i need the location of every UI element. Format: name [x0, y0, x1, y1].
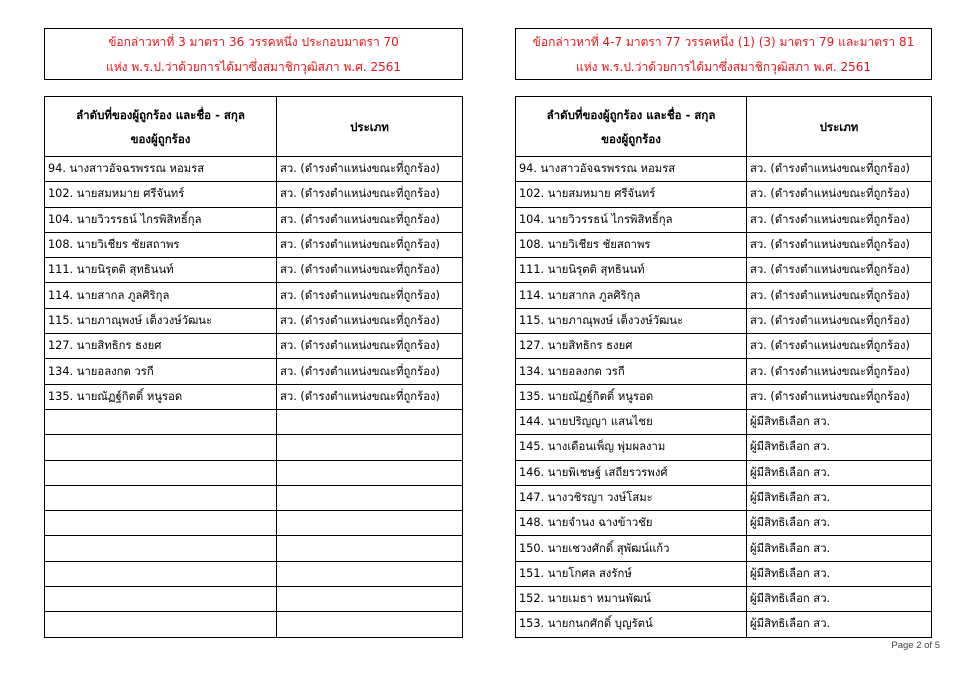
respondent-type-cell: สว. (ดำรงตำแหน่งขณะที่ถูกร้อง) — [747, 232, 932, 257]
left-section — [44, 28, 463, 403]
table-row — [45, 334, 463, 359]
respondent-name-cell: 102. นายสมหมาย ศรีจันทร์ — [45, 182, 277, 207]
respondent-name-cell — [45, 409, 277, 434]
right-table — [515, 96, 932, 638]
respondent-type-cell: สว. (ดำรงตำแหน่งขณะที่ถูกร้อง) — [747, 258, 932, 283]
respondent-name-cell: 108. นายวิเชียร ชัยสถาพร — [516, 232, 747, 257]
respondent-type-cell: ผู้มีสิทธิเลือก สว. — [747, 612, 932, 637]
respondent-name-cell: 153. นายกนกศักดิ์ บุญรัตน์ — [516, 612, 747, 637]
respondent-type-cell — [277, 587, 463, 612]
right-heading-box — [515, 28, 932, 80]
table-row — [516, 182, 932, 207]
page-number: Page 2 of 5 — [891, 640, 940, 651]
respondent-type-cell — [277, 511, 463, 536]
table-row — [45, 258, 463, 283]
table-row — [45, 435, 463, 460]
respondent-name-cell — [45, 511, 277, 536]
table-row — [45, 587, 463, 612]
left-header-type: ประเภท — [277, 97, 463, 157]
respondent-type-cell — [277, 612, 463, 637]
respondent-name-cell — [45, 536, 277, 561]
respondent-name-cell: 147. นางวชิรญา วงษ์โสมะ — [516, 485, 747, 510]
right-heading-line1: ข้อกล่าวหาที่ 4-7 มาตรา 77 วรรคหนึ่ง (1) (3) มาตรา 79 และมาตรา 81 — [532, 35, 915, 49]
table-row — [516, 232, 932, 257]
respondent-type-cell: สว. (ดำรงตำแหน่งขณะที่ถูกร้อง) — [277, 182, 463, 207]
respondent-name-cell — [45, 612, 277, 637]
respondent-name-cell: 150. นายเชวงศักดิ์ สุพัฒน์แก้ว — [516, 536, 747, 561]
table-row — [516, 587, 932, 612]
left-table-header — [45, 97, 463, 157]
respondent-type-cell: สว. (ดำรงตำแหน่งขณะที่ถูกร้อง) — [277, 232, 463, 257]
respondent-type-cell: สว. (ดำรงตำแหน่งขณะที่ถูกร้อง) — [277, 207, 463, 232]
respondent-type-cell: สว. (ดำรงตำแหน่งขณะที่ถูกร้อง) — [277, 308, 463, 333]
table-row — [516, 359, 932, 384]
respondent-type-cell: สว. (ดำรงตำแหน่งขณะที่ถูกร้อง) — [277, 283, 463, 308]
respondent-name-cell: 111. นายนิรุตติ สุทธินนท์ — [516, 258, 747, 283]
table-row — [516, 561, 932, 586]
respondent-type-cell: สว. (ดำรงตำแหน่งขณะที่ถูกร้อง) — [747, 384, 932, 409]
respondent-name-cell — [45, 460, 277, 485]
left-heading-box — [44, 28, 463, 80]
table-row — [516, 283, 932, 308]
respondent-type-cell: ผู้มีสิทธิเลือก สว. — [747, 587, 932, 612]
table-row — [516, 384, 932, 409]
table-row — [45, 384, 463, 409]
respondent-type-cell: สว. (ดำรงตำแหน่งขณะที่ถูกร้อง) — [747, 207, 932, 232]
respondent-type-cell: สว. (ดำรงตำแหน่งขณะที่ถูกร้อง) — [747, 308, 932, 333]
right-section — [515, 28, 932, 631]
respondent-name-cell — [45, 587, 277, 612]
table-row — [516, 460, 932, 485]
respondent-name-cell: 148. นายจำนง ฉางข้าวชัย — [516, 511, 747, 536]
respondent-type-cell: สว. (ดำรงตำแหน่งขณะที่ถูกร้อง) — [747, 334, 932, 359]
table-row — [45, 359, 463, 384]
respondent-name-cell: 135. นายณัฏฐ์กิตติ์ หนูรอด — [516, 384, 747, 409]
respondent-name-cell: 127. นายสิทธิกร ธงยศ — [45, 334, 277, 359]
table-row — [45, 460, 463, 485]
table-row — [516, 334, 932, 359]
respondent-type-cell: สว. (ดำรงตำแหน่งขณะที่ถูกร้อง) — [277, 157, 463, 182]
table-row — [516, 409, 932, 434]
respondent-name-cell: 94. นางสาวอัจฉรพรรณ หอมรส — [516, 157, 747, 182]
respondent-name-cell: 104. นายวิวรรธน์ ไกรพิสิทธิ์กุล — [45, 207, 277, 232]
table-row — [45, 536, 463, 561]
table-row — [45, 207, 463, 232]
respondent-name-cell: 134. นายอลงกต วรกี — [45, 359, 277, 384]
respondent-name-cell: 94. นางสาวอัจฉรพรรณ หอมรส — [45, 157, 277, 182]
respondent-type-cell — [277, 460, 463, 485]
table-row — [516, 157, 932, 182]
table-row — [516, 511, 932, 536]
table-row — [516, 435, 932, 460]
respondent-type-cell: ผู้มีสิทธิเลือก สว. — [747, 485, 932, 510]
respondent-name-cell: 115. นายภาณุพงษ์ เต็งวงษ์วัฒนะ — [516, 308, 747, 333]
respondent-type-cell: ผู้มีสิทธิเลือก สว. — [747, 536, 932, 561]
right-header-name-line1: ลำดับที่ของผู้ถูกร้อง และชื่อ - สกุล — [546, 107, 716, 122]
left-header-name — [45, 97, 277, 157]
respondent-name-cell: 151. นายโกศล สงรักษ์ — [516, 561, 747, 586]
table-row — [45, 612, 463, 637]
respondent-name-cell: 134. นายอลงกต วรกี — [516, 359, 747, 384]
respondent-type-cell: สว. (ดำรงตำแหน่งขณะที่ถูกร้อง) — [747, 283, 932, 308]
respondent-type-cell: สว. (ดำรงตำแหน่งขณะที่ถูกร้อง) — [747, 359, 932, 384]
left-header-name-line1: ลำดับที่ของผู้ถูกร้อง และชื่อ - สกุล — [76, 107, 245, 122]
respondent-type-cell: สว. (ดำรงตำแหน่งขณะที่ถูกร้อง) — [747, 182, 932, 207]
respondent-type-cell: ผู้มีสิทธิเลือก สว. — [747, 561, 932, 586]
respondent-type-cell: ผู้มีสิทธิเลือก สว. — [747, 511, 932, 536]
respondent-name-cell: 102. นายสมหมาย ศรีจันทร์ — [516, 182, 747, 207]
right-header-type: ประเภท — [747, 97, 932, 157]
right-table-header — [516, 97, 932, 157]
table-row — [45, 232, 463, 257]
right-header-name — [516, 97, 747, 157]
respondent-type-cell: ผู้มีสิทธิเลือก สว. — [747, 435, 932, 460]
table-row — [516, 207, 932, 232]
table-row — [45, 561, 463, 586]
right-table-body — [516, 157, 932, 638]
table-row — [45, 409, 463, 434]
respondent-name-cell: 135. นายณัฏฐ์กิตติ์ หนูรอด — [45, 384, 277, 409]
respondent-type-cell — [277, 536, 463, 561]
table-row — [516, 536, 932, 561]
respondent-name-cell: 104. นายวิวรรธน์ ไกรพิสิทธิ์กุล — [516, 207, 747, 232]
respondent-name-cell: 144. นายปริญญา แสนไชย — [516, 409, 747, 434]
respondent-type-cell: สว. (ดำรงตำแหน่งขณะที่ถูกร้อง) — [277, 359, 463, 384]
table-row — [45, 283, 463, 308]
respondent-type-cell — [277, 409, 463, 434]
respondent-name-cell: 111. นายนิรุตติ สุทธินนท์ — [45, 258, 277, 283]
table-row — [516, 612, 932, 637]
respondent-name-cell: 127. นายสิทธิกร ธงยศ — [516, 334, 747, 359]
respondent-type-cell — [277, 561, 463, 586]
table-row — [45, 485, 463, 510]
left-table-body — [45, 157, 463, 638]
respondent-type-cell — [277, 435, 463, 460]
respondent-name-cell: 152. นายเมธา หมานพัฒน์ — [516, 587, 747, 612]
respondent-name-cell: 115. นายภาณุพงษ์ เต็งวงษ์วัฒนะ — [45, 308, 277, 333]
respondent-name-cell: 114. นายสากล ภูลศิริกุล — [516, 283, 747, 308]
respondent-type-cell: สว. (ดำรงตำแหน่งขณะที่ถูกร้อง) — [277, 384, 463, 409]
respondent-type-cell: สว. (ดำรงตำแหน่งขณะที่ถูกร้อง) — [747, 157, 932, 182]
respondent-type-cell: ผู้มีสิทธิเลือก สว. — [747, 409, 932, 434]
respondent-type-cell: สว. (ดำรงตำแหน่งขณะที่ถูกร้อง) — [277, 258, 463, 283]
left-heading-line1: ข้อกล่าวหาที่ 3 มาตรา 36 วรรคหนึ่ง ประกอบมาตรา 70 — [108, 35, 399, 49]
respondent-type-cell: ผู้มีสิทธิเลือก สว. — [747, 460, 932, 485]
left-header-name-line2: ของผู้ถูกร้อง — [130, 131, 191, 146]
respondent-type-cell — [277, 485, 463, 510]
table-row — [516, 308, 932, 333]
right-header-name-line2: ของผู้ถูกร้อง — [601, 131, 661, 146]
table-row — [516, 485, 932, 510]
respondent-name-cell: 108. นายวิเชียร ชัยสถาพร — [45, 232, 277, 257]
table-row — [45, 308, 463, 333]
table-row — [45, 511, 463, 536]
respondent-name-cell — [45, 561, 277, 586]
table-row — [45, 182, 463, 207]
respondent-name-cell: 114. นายสากล ภูลศิริกุล — [45, 283, 277, 308]
table-row — [45, 157, 463, 182]
respondent-type-cell: สว. (ดำรงตำแหน่งขณะที่ถูกร้อง) — [277, 334, 463, 359]
respondent-name-cell: 145. นางเดือนเพ็ญ พุ่มผลงาม — [516, 435, 747, 460]
left-heading-line2: แห่ง พ.ร.ป.ว่าด้วยการได้มาซึ่งสมาชิกวุฒิสภา พ.ศ. 2561 — [106, 60, 401, 74]
right-heading-line2: แห่ง พ.ร.ป.ว่าด้วยการได้มาซึ่งสมาชิกวุฒิสภา พ.ศ. 2561 — [576, 60, 871, 74]
respondent-name-cell — [45, 485, 277, 510]
respondent-name-cell — [45, 435, 277, 460]
respondent-name-cell: 146. นายพิเชษฐ์ เสถียรวรพงศ์ — [516, 460, 747, 485]
left-table — [44, 96, 463, 638]
table-row — [516, 258, 932, 283]
